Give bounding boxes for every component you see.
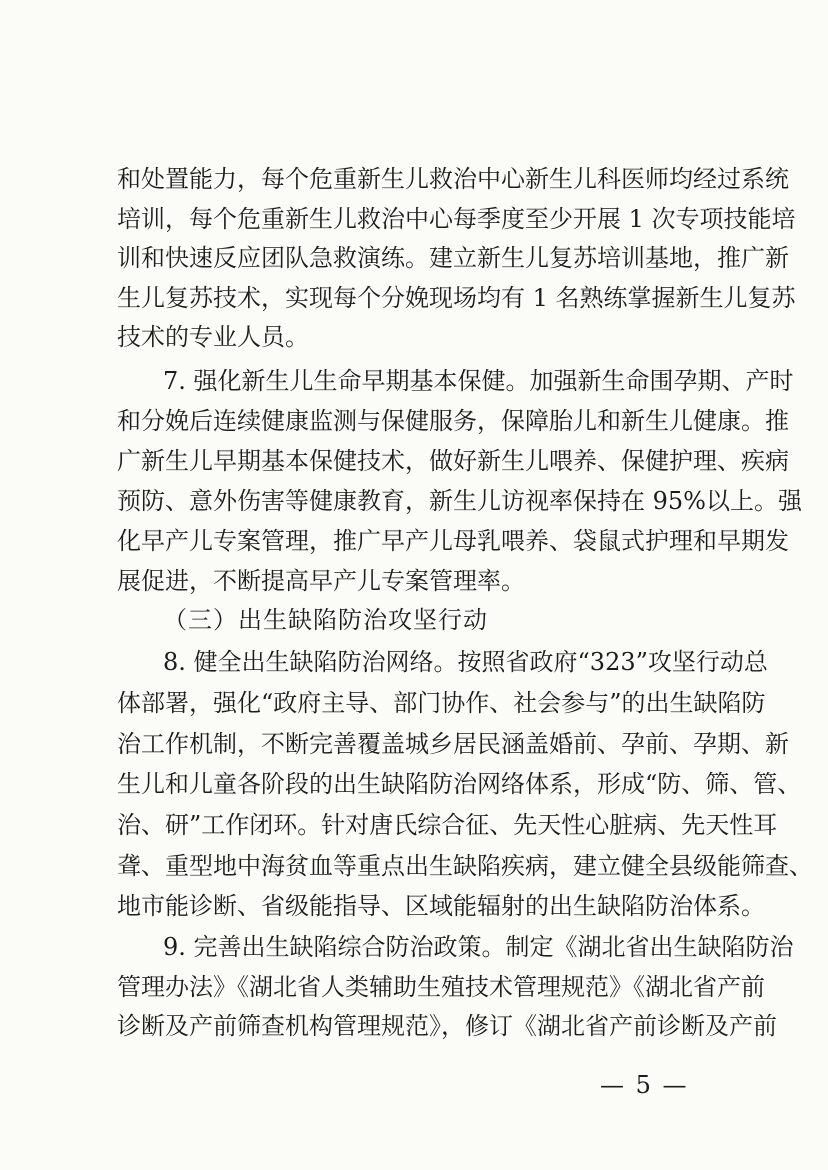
body-text-line: 化早产儿专案管理，推广早产儿母乳喂养、袋鼠式护理和早期发 bbox=[117, 527, 789, 555]
body-text-line: 广新生儿早期基本保健技术，做好新生儿喂养、保健护理、疾病 bbox=[117, 447, 789, 475]
body-text-line: 训和快速反应团队急救演练。建立新生儿复苏培训基地，推广新 bbox=[117, 244, 789, 272]
page-number: — 5 — bbox=[600, 1071, 689, 1099]
body-text-line: 和处置能力，每个危重新生儿救治中心新生儿科医师均经过系统 bbox=[117, 165, 789, 193]
body-text-line: 聋、重型地中海贫血等重点出生缺陷疾病，建立健全县级能筛查、 bbox=[117, 852, 813, 880]
body-text-line: 和分娩后连续健康监测与保健服务，保障胎儿和新生儿健康。推 bbox=[117, 407, 789, 435]
section-heading: （三）出生缺陷防治攻坚行动 bbox=[163, 606, 488, 634]
body-text-line: 技术的专业人员。 bbox=[117, 323, 309, 351]
body-text-line: 管理办法》《湖北省人类辅助生殖技术管理规范》《湖北省产前 bbox=[117, 973, 765, 1001]
body-text-line: 生儿和儿童各阶段的出生缺陷防治网络体系，形成“防、筛、管、 bbox=[117, 770, 802, 798]
body-text-line: 治工作机制，不断完善覆盖城乡居民涵盖婚前、孕前、孕期、新 bbox=[117, 730, 789, 758]
body-text-line: 培训，每个危重新生儿救治中心每季度至少开展 1 次专项技能培 bbox=[117, 205, 796, 233]
body-text-line: 体部署，强化“政府主导、部门协作、社会参与”的出生缺陷防 bbox=[117, 689, 766, 717]
body-text-line: 治、研”工作闭环。针对唐氏综合征、先天性心脏病、先天性耳 bbox=[117, 811, 778, 839]
body-text-line: 9. 完善出生缺陷综合防治政策。制定《湖北省出生缺陷防治 bbox=[163, 933, 794, 961]
body-text-line: 7. 强化新生儿生命早期基本保健。加强新生命围孕期、产时 bbox=[163, 367, 794, 395]
body-text-line: 生儿复苏技术，实现每个分娩现场均有 1 名熟练掌握新生儿复苏 bbox=[117, 284, 796, 312]
body-text-line: 展促进，不断提高早产儿专案管理率。 bbox=[117, 567, 525, 595]
body-text-line: 地市能诊断、省级能指导、区域能辐射的出生缺陷防治体系。 bbox=[117, 892, 765, 920]
body-text-line: 诊断及产前筛查机构管理规范》，修订《湖北省产前诊断及产前 bbox=[117, 1012, 777, 1040]
body-text-line: 8. 健全出生缺陷防治网络。按照省政府“323”攻坚行动总 bbox=[163, 648, 768, 676]
body-text-line: 预防、意外伤害等健康教育，新生儿访视率保持在 95%以上。强 bbox=[117, 487, 802, 515]
